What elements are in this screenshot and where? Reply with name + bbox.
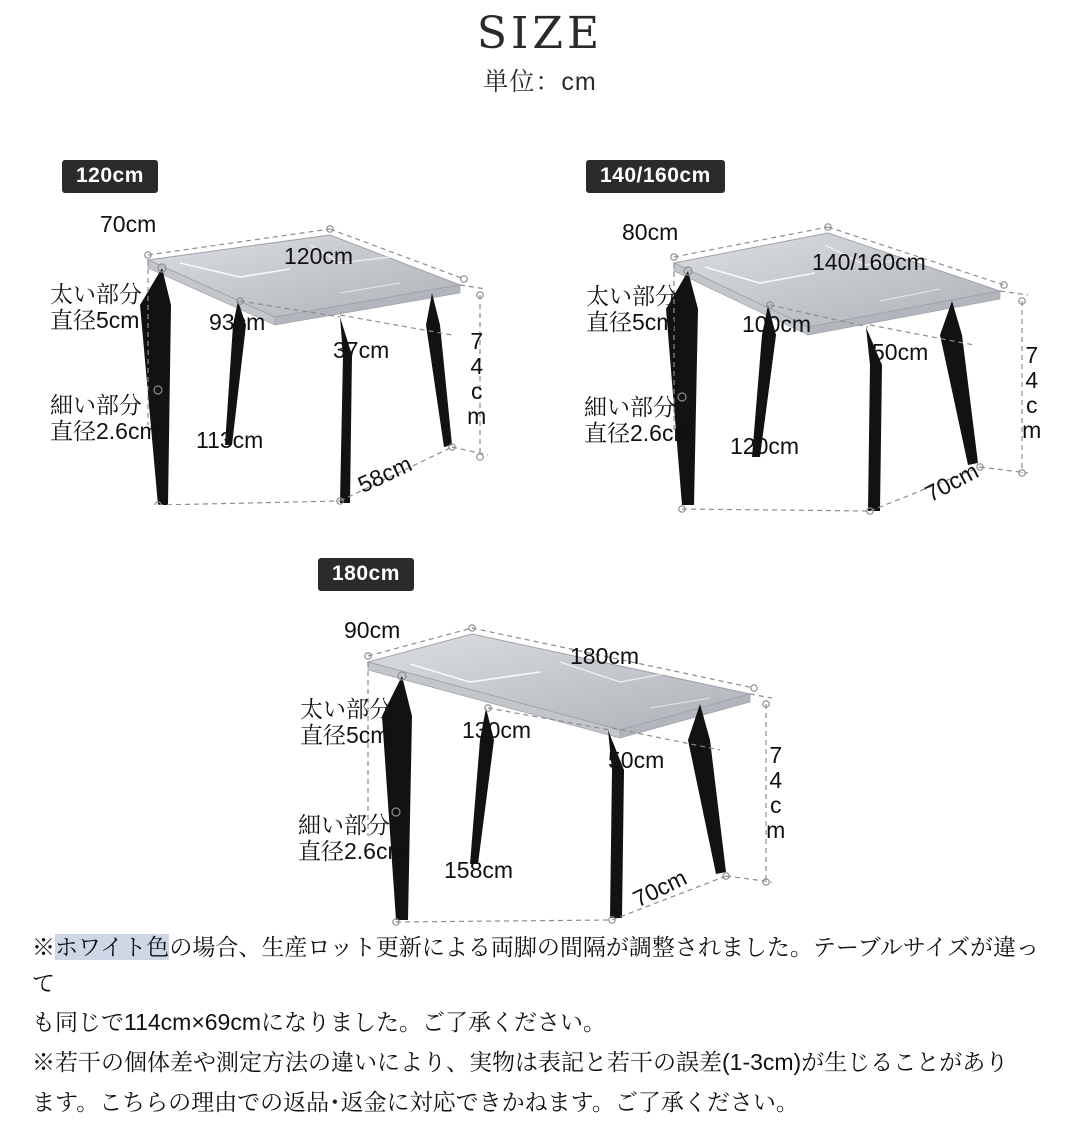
label-180-thick-part: [300, 696, 392, 749]
label-140-thick-diameter: 直径5cm: [586, 309, 676, 336]
label-120-bottom-depth: 58cm: [353, 450, 416, 498]
label-140-thick-part: [586, 283, 678, 336]
label-140-depth-top: 80cm: [622, 219, 679, 245]
label-140-thin-diameter: 直径2.6cm: [584, 420, 693, 447]
label-180-thin-diameter: 直径2.6cm: [298, 838, 407, 865]
label-180-thin-part-text: 細い部分: [298, 812, 390, 838]
label-120-thick-part-text: 太い部分: [50, 281, 142, 307]
label-140-bottom-depth: 70cm: [920, 457, 983, 507]
label-180-thick-diameter: 直径5cm: [300, 722, 390, 749]
label-140-inner-bottom: 120cm: [730, 433, 800, 459]
label-120-width-top: 120cm: [284, 243, 354, 269]
label-180-thin-part: [298, 812, 407, 865]
label-140-height: 74cm: [1018, 342, 1045, 442]
label-140-leg-depth: 50cm: [872, 339, 929, 365]
note-line-3: ※若干の個体差や測定方法の違いにより、実物は表記と若干の誤差(1-3cm)が生じることがあり: [32, 1048, 1009, 1075]
note-1-highlight: ホワイト色: [55, 934, 170, 960]
note-1-rest: の場合、生産ロット更新による両脚の間隔が調整されました。テーブルサイズが違って: [32, 934, 1039, 996]
label-120-thin-part: [50, 392, 159, 445]
diagram-180cm: [290, 600, 800, 930]
label-140-width-top: 140/160cm: [812, 249, 926, 275]
note-line-2: も同じで114cm×69cmになりました。ご了承ください。: [32, 1009, 607, 1036]
label-120-thin-diameter: 直径2.6cm: [50, 418, 159, 445]
label-120-inner-top: 93cm: [209, 309, 266, 335]
label-120-thick-part: [50, 281, 142, 334]
label-180-bottom-depth: 70cm: [628, 864, 691, 913]
label-180-leg-depth: 50cm: [608, 747, 665, 773]
diagram-120cm: [40, 205, 520, 505]
label-120-leg-depth: 37cm: [333, 337, 390, 363]
label-120-inner-bottom: 113cm: [196, 427, 264, 453]
label-180-height: 74cm: [762, 742, 789, 842]
page-title: SIZE: [476, 8, 604, 59]
label-180-width-top: 180cm: [570, 643, 640, 669]
badge-120cm: 120cm: [62, 160, 158, 193]
label-120-thin-part-text: 細い部分: [50, 392, 142, 418]
label-140-thick-part-text: 太い部分: [586, 283, 678, 309]
page-subtitle: 単位：cm: [483, 68, 597, 96]
footer-notes: [32, 930, 1052, 1124]
label-180-depth-top: 90cm: [344, 617, 401, 643]
badge-140-160cm: 140/160cm: [586, 160, 725, 193]
note-line-4: ます。こちらの理由での返品･返金に対応できかねます。ご了承ください。: [32, 1088, 799, 1115]
label-180-inner-bottom: 158cm: [444, 857, 514, 883]
label-140-thin-part: [584, 394, 693, 447]
note-line-1: [32, 930, 1052, 1001]
label-140-inner-top: 100cm: [742, 311, 812, 337]
badge-180cm: 180cm: [318, 558, 414, 591]
label-180-inner-top: 130cm: [462, 717, 532, 743]
label-120-height: 74cm: [463, 328, 490, 428]
label-140-thin-part-text: 細い部分: [584, 394, 676, 420]
label-120-thick-diameter: 直径5cm: [50, 307, 140, 334]
label-120-depth-top: 70cm: [100, 211, 157, 237]
label-180-thick-part-text: 太い部分: [300, 696, 392, 722]
note-1-prefix: ※: [32, 934, 55, 960]
